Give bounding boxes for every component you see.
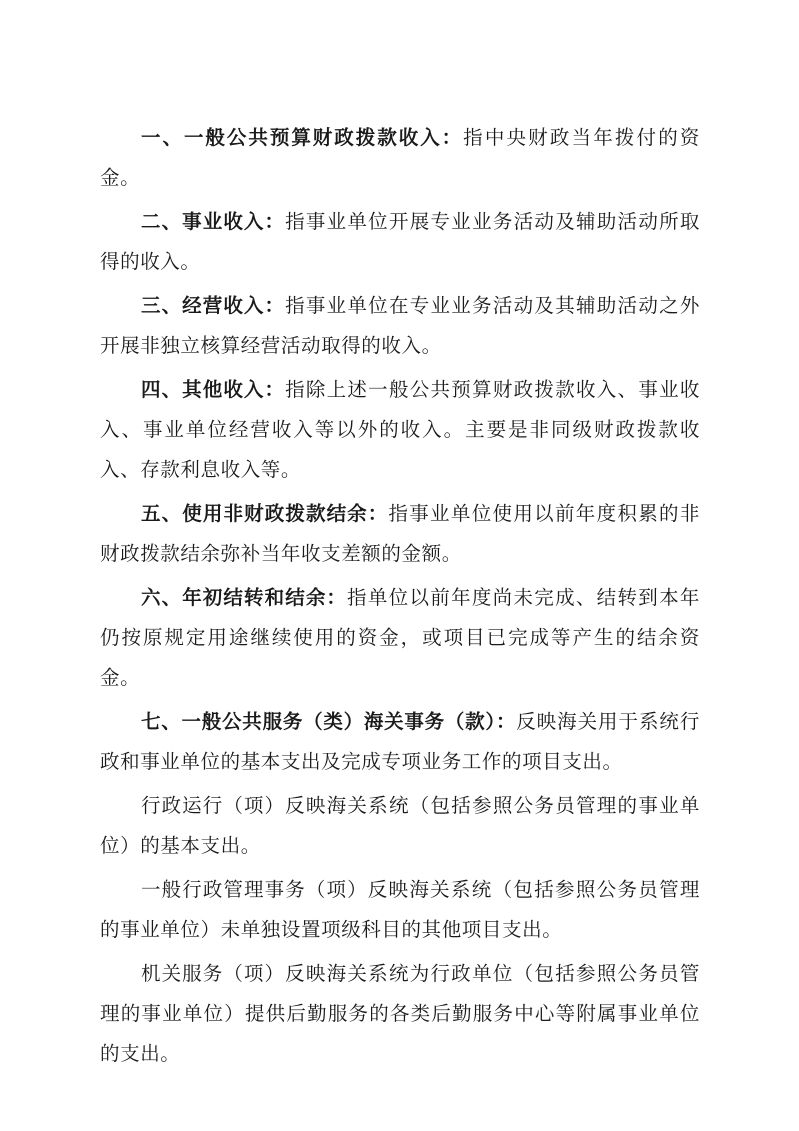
paragraph-agency-services bbox=[100, 954, 700, 1074]
paragraph-non-fiscal-surplus bbox=[100, 494, 700, 574]
term-general-admin-affairs: 一般行政管理事务（项） bbox=[141, 878, 368, 901]
paragraph-general-admin-affairs bbox=[100, 870, 700, 950]
definition-non-fiscal-surplus: 指事业单位使用以前年度积累的非财政拨款结余弥补当年收支差额的金额。 bbox=[100, 502, 700, 565]
term-carryover-balance: 六、年初结转和结余： bbox=[141, 586, 348, 609]
term-business-revenue: 二、事业收入： bbox=[141, 210, 286, 233]
paragraph-administrative-operation bbox=[100, 786, 700, 866]
definition-administrative-operation: 反映海关系统（包括参照公务员管理的事业单位）的基本支出。 bbox=[100, 794, 700, 857]
term-other-revenue: 四、其他收入： bbox=[141, 378, 286, 401]
definition-other-revenue: 指除上述一般公共预算财政拨款收入、事业收入、事业单位经营收入等以外的收入。主要是非同级财政拨款收入、存款利息收入等。 bbox=[100, 378, 700, 481]
definition-general-budget-revenue: 指中央财政当年拨付的资金。 bbox=[100, 126, 700, 189]
paragraph-other-revenue bbox=[100, 370, 700, 490]
term-customs-affairs: 七、一般公共服务（类）海关事务（款）： bbox=[141, 710, 517, 733]
term-agency-services: 机关服务（项） bbox=[141, 962, 286, 985]
paragraph-business-revenue bbox=[100, 202, 700, 282]
definition-carryover-balance: 指单位以前年度尚未完成、结转到本年仍按原规定用途继续使用的资金，或项目已完成等产生的结余资金。 bbox=[100, 586, 700, 689]
definition-customs-affairs: 反映海关用于系统行政和事业单位的基本支出及完成专项业务工作的项目支出。 bbox=[100, 710, 700, 773]
definition-agency-services: 反映海关系统为行政单位（包括参照公务员管理的事业单位）提供后勤服务的各类后勤服务中心等附属事业单位的支出。 bbox=[100, 962, 700, 1065]
paragraph-general-budget-revenue bbox=[100, 118, 700, 198]
term-operating-revenue: 三、经营收入： bbox=[141, 294, 286, 317]
term-general-budget-revenue: 一、一般公共预算财政拨款收入： bbox=[141, 126, 464, 149]
document-body bbox=[100, 118, 700, 1074]
definition-general-admin-affairs: 反映海关系统（包括参照公务员管理的事业单位）未单独设置项级科目的其他项目支出。 bbox=[100, 878, 700, 941]
paragraph-customs-affairs bbox=[100, 702, 700, 782]
definition-operating-revenue: 指事业单位在专业业务活动及其辅助活动之外开展非独立核算经营活动取得的收入。 bbox=[100, 294, 700, 357]
paragraph-carryover-balance bbox=[100, 578, 700, 698]
paragraph-operating-revenue bbox=[100, 286, 700, 366]
term-non-fiscal-surplus: 五、使用非财政拨款结余： bbox=[141, 502, 389, 525]
term-administrative-operation: 行政运行（项） bbox=[141, 794, 286, 817]
definition-business-revenue: 指事业单位开展专业业务活动及辅助活动所取得的收入。 bbox=[100, 210, 700, 273]
